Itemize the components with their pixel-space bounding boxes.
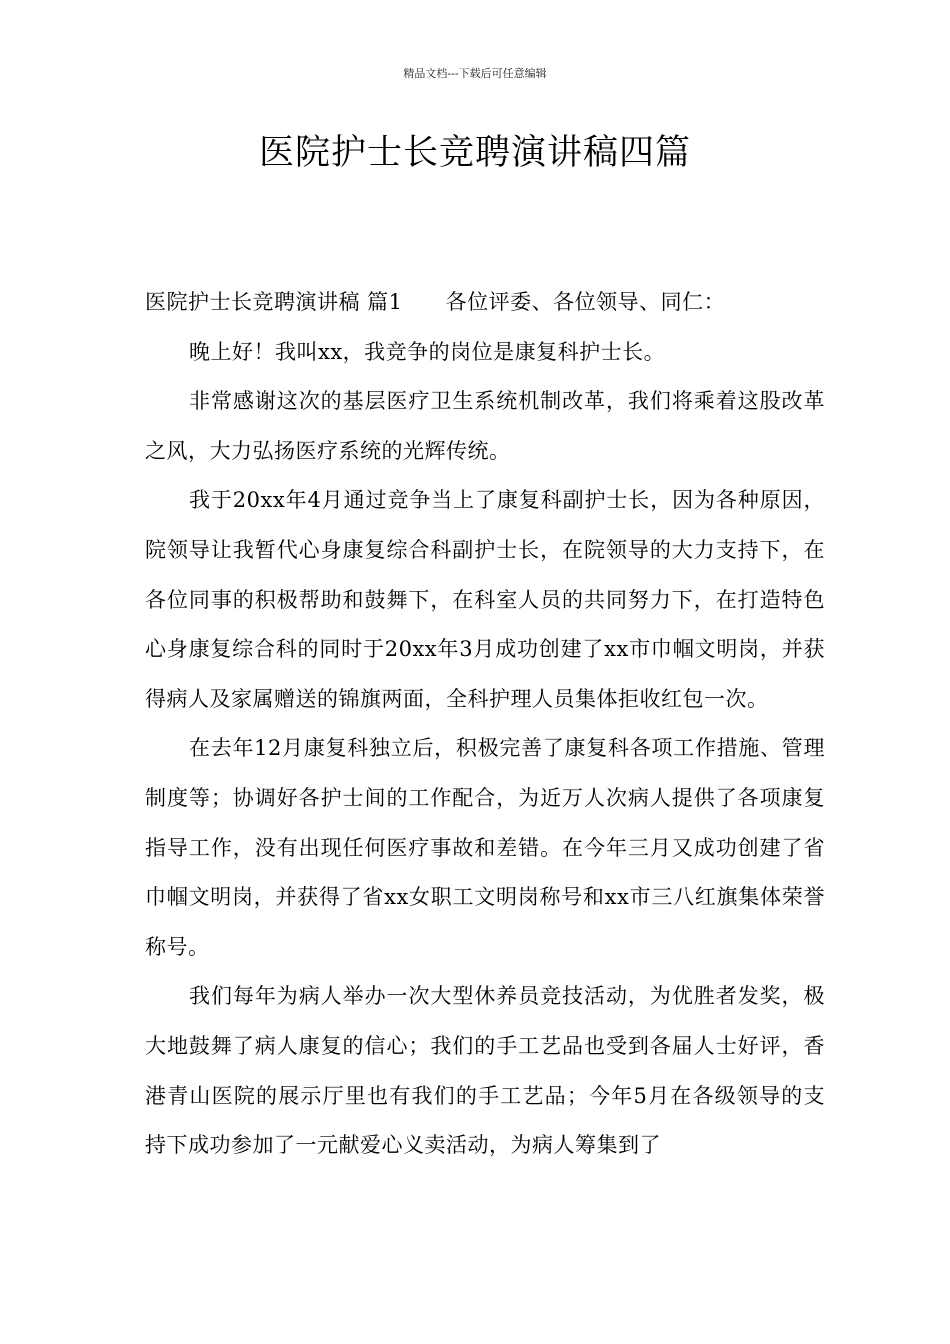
paragraph: 我们每年为病人举办一次大型休养员竞技活动，为优胜者发奖，极大地鼓舞了病人康复的信心；我们的手工艺品也受到各届人士好评，香港青山医院的展示厅里也有我们的手工艺品；今年5月在各级领导的支持下成功参加了一元献爱心义卖活动，为病人筹集到了 bbox=[145, 984, 825, 1158]
section-heading: 医院护士长竞聘演讲稿 篇1 bbox=[145, 290, 403, 314]
paragraph: 我于20xx年4月通过竞争当上了康复科副护士长，因为各种原因，院领导让我暂代心身康复综合科副护士长，在院领导的大力支持下，在各位同事的积极帮助和鼓舞下，在科室人员的共同努力下，在打造特色心身康复综合科的同时于20xx年3月成功创建了xx市巾帼文明岗，并获得病人及家属赠送的锦旗两面，全科护理人员集体拒收红包一次。 bbox=[145, 488, 825, 711]
gap bbox=[403, 290, 446, 314]
first-line bbox=[145, 278, 825, 328]
document-body bbox=[145, 278, 825, 1171]
paragraph: 晚上好！我叫xx，我竞争的岗位是康复科护士长。 bbox=[189, 339, 666, 364]
document-title: 医院护士长竞聘演讲稿四篇 bbox=[258, 133, 691, 173]
greeting: 各位评委、各位领导、同仁： bbox=[445, 290, 726, 314]
paragraph: 非常感谢这次的基层医疗卫生系统机制改革，我们将乘着这股改革之风，大力弘扬医疗系统的光辉传统。 bbox=[145, 389, 825, 463]
header-note: 精品文档---下载后可任意编辑 bbox=[403, 67, 547, 80]
paragraph: 在去年12月康复科独立后，积极完善了康复科各项工作措施、管理制度等；协调好各护士间的工作配合，为近万人次病人提供了各项康复指导工作，没有出现任何医疗事故和差错。在今年三月又成功创建了省巾帼文明岗，并获得了省xx女职工文明岗称号和xx市三八红旗集体荣誉称号。 bbox=[145, 736, 825, 959]
